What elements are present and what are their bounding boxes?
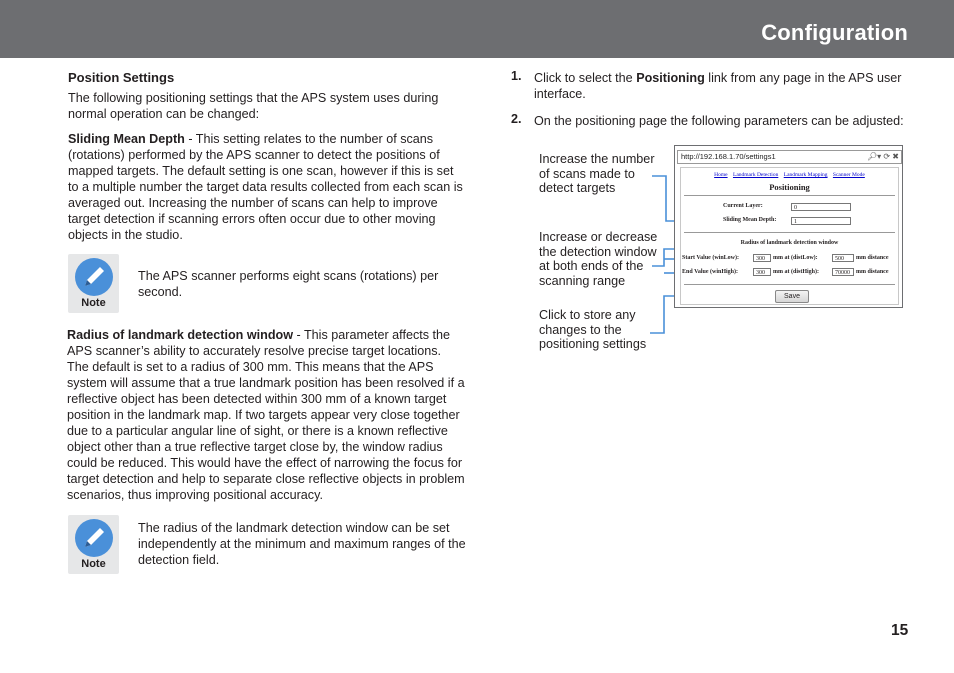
browser-toolbar-icons	[867, 152, 899, 161]
current-layer-label: Current Layer:	[723, 203, 763, 209]
nav-link-landmark-mapping[interactable]: Landmark Mapping	[783, 172, 828, 178]
callout-window: Increase or decrease the detection window at both ends of the scanning range	[539, 230, 658, 288]
end-value-label: End Value (winHigh):	[682, 269, 739, 275]
intro-paragraph: The following positioning settings that the APS system uses during normal operation can be changed:	[68, 91, 439, 121]
address-bar[interactable]	[677, 150, 902, 164]
divider	[684, 195, 895, 196]
nav-link-scanner-mode[interactable]: Scanner Mode	[832, 172, 865, 178]
sliding-body: - This setting relates to the number of scans (rotations) performed by the APS scanner to detect the positions of mapped targets. The default setting is one scan, however if this is set to a multiple number the target data results collected from each scan is averaged out. Increasing the number of scans can help to improve target detection if scanning errors often occur due to other moving objects in the studio.	[68, 132, 463, 242]
nav-link-home[interactable]: Home	[714, 172, 728, 178]
step-number: 1.	[511, 69, 522, 83]
callout-save: Click to store any changes to the positioning settings	[539, 308, 647, 351]
note-text: The APS scanner performs eight scans (rotations) per second.	[138, 269, 439, 299]
settings-page	[680, 167, 899, 305]
step-1-bold: Positioning	[636, 71, 705, 85]
current-layer-field[interactable]: 0	[791, 203, 851, 211]
note-label: Note	[81, 297, 106, 309]
browser-window	[674, 145, 903, 308]
step-1-pre: Click to select the	[534, 71, 637, 85]
note-label: Note	[81, 558, 106, 570]
step-1-post: link from any page in the APS user interface.	[534, 71, 902, 101]
positioning-title: Positioning	[769, 182, 810, 192]
url-text: http://192.168.1.70/settings1	[681, 152, 776, 161]
note-text: The radius of the landmark detection window can be set independently at the minimum and maximum ranges of the detection field.	[138, 521, 466, 567]
nav-links	[681, 172, 898, 178]
end-distance-field[interactable]: 70000	[832, 268, 854, 276]
sliding-mean-depth-label: Sliding Mean Depth:	[723, 217, 777, 223]
close-icon[interactable]: ✖	[892, 152, 899, 161]
page-number: 15	[891, 622, 909, 639]
divider	[684, 232, 895, 233]
section-title: Configuration	[761, 20, 908, 45]
end-value-field[interactable]: 300	[753, 268, 771, 276]
search-icon[interactable]: 🔎︎	[866, 152, 878, 161]
chevron-down-icon[interactable]: ▾	[877, 152, 882, 161]
sliding-mean-depth-field[interactable]: 1	[791, 217, 851, 225]
callout-sliding: Increase the number of scans made to detect targets	[539, 152, 655, 195]
radius-term: Radius of landmark detection window	[67, 328, 294, 342]
radius-section-title: Radius of landmark detection window	[740, 240, 839, 246]
nav-link-landmark-detection[interactable]: Landmark Detection	[732, 172, 779, 178]
refresh-icon[interactable]: ⟳	[883, 152, 891, 161]
position-settings-heading: Position Settings	[68, 70, 175, 85]
end-at-label: mm at (distHigh):	[773, 269, 819, 275]
radius-body: - This parameter affects the APS scanner’s ability to accurately resolve precise target locations. The default is set to a radius of 300 mm. This means that the APS system will assume that a true landmark position has been resolved if a reflective object has been detected within 300 mm of a known target position in the landmark map. If two targets appear very close together due to a particular angular line of sight, or there is a known reflective object other than a true reflective target close by, the window radius could be reduced. This would have the effect of narrowing the focus for target detection and help to separate close reflective objects in problem scenarios, thus improving positional accuracy.	[67, 328, 465, 502]
step-2-text: On the positioning page the following parameters can be adjusted:	[534, 114, 904, 128]
start-at-label: mm at (distLow):	[773, 255, 818, 261]
step-number: 2.	[511, 112, 522, 126]
save-button[interactable]: Save	[775, 290, 809, 303]
start-unit: mm distance	[856, 255, 889, 261]
start-value-label: Start Value (winLow):	[682, 255, 740, 261]
sliding-term: Sliding Mean Depth	[68, 132, 185, 146]
divider	[684, 284, 895, 285]
start-distance-field[interactable]: 500	[832, 254, 854, 262]
start-value-field[interactable]: 300	[753, 254, 771, 262]
end-unit: mm distance	[856, 269, 889, 275]
